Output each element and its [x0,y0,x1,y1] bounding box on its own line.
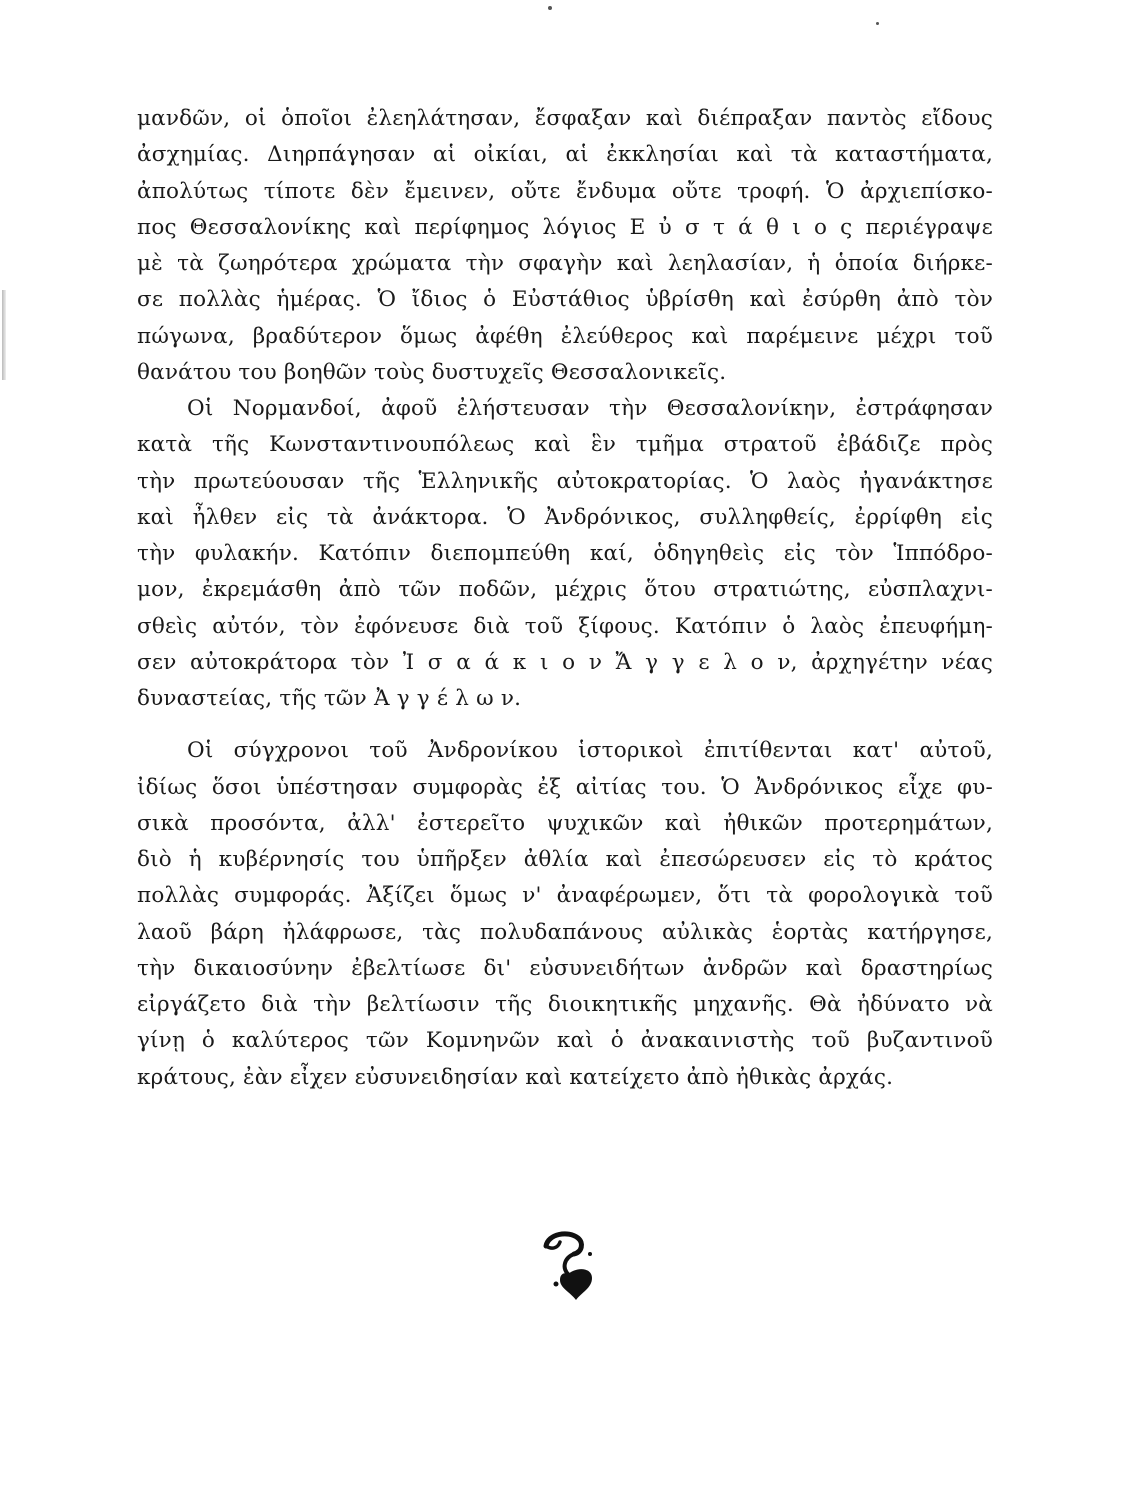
text-line: πολλὰς συμφοράς. Ἀξίζει ὅμως ν' ἀναφέρωμεν, ὅτι τὰ φορολογικὰ τοῦ [137,883,993,909]
fleuron-icon [538,1228,608,1308]
text-line: σθεὶς αὐτόν, τὸν ἐφόνευσε διὰ τοῦ ξίφους. Κατόπιν ὁ λαὸς ἐπευφήμη- [137,613,993,639]
text-line: γίνῃ ὁ καλύτερος τῶν Κομνηνῶν καὶ ὁ ἀνακαινιστὴς τοῦ βυζαντινοῦ [137,1028,993,1054]
scan-edge-mark [2,290,6,380]
text-line: σε πολλὰς ἡμέρας. Ὁ ἴδιος ὁ Εὐστάθιος ὑβρίσθη καὶ ἐσύρθη ἀπὸ τὸν [137,287,993,313]
paragraph-3 [137,733,993,1096]
text-line: Οἱ Νορμανδοί, ἀφοῦ ἐλήστευσαν τὴν Θεσσαλονίκην, ἐστράφησαν [187,396,993,421]
paragraph-2 [137,391,993,717]
text-line: Οἱ σύγχρονοι τοῦ Ἀνδρονίκου ἱστορικοὶ ἐπιτίθενται κατ' αὐτοῦ, [187,738,993,764]
text-line: πώγωνα, βραδύτερον ὅμως ἀφέθη ἐλεύθερος καὶ παρέμεινε μέχρι τοῦ [137,323,993,349]
text-line: εἰργάζετο διὰ τὴν βελτίωσιν τῆς διοικητικῆς μηχανῆς. Θὰ ἠδύνατο νὰ [137,992,993,1017]
text-line: κατὰ τῆς Κωνσταντινουπόλεως καὶ ἓν τμῆμα στρατοῦ ἐβάδιζε πρὸς [137,432,993,458]
fleuron-icon [538,1228,608,1308]
paragraph-1 [137,101,993,391]
text-line: θανάτου του βοηθῶν τοὺς δυστυχεῖς Θεσσαλονικεῖς. [137,359,727,385]
text-line: σεν αὐτοκράτορα τὸν Ἰ σ α ά κ ι ο ν Ἄ γ γ ε λ ο ν, ἀρχηγέτην νέας [137,649,993,675]
text-line: μανδῶν, οἱ ὁποῖοι ἐλεηλάτησαν, ἔσφαξαν καὶ διέπραξαν παντὸς εἴδους [137,106,993,131]
text-line: ἀπολύτως τίποτε δὲν ἔμεινεν, οὔτε ἔνδυμα οὔτε τροφή. Ὁ ἀρχιεπίσκο- [137,178,993,204]
paragraph-gap [137,717,993,733]
scan-speck [548,6,552,10]
text-line: κράτους, ἐὰν εἶχεν εὐσυνειδησίαν καὶ κατείχετο ἀπὸ ἠθικὰς ἀρχάς. [137,1064,894,1090]
text-line: διὸ ἡ κυβέρνησίς του ὑπῆρξεν ἀθλία καὶ ἐπεσώρευσεν εἰς τὸ κράτος [137,847,993,872]
text-line: ἀσχημίας. Διηρπάγησαν αἱ οἰκίαι, αἱ ἐκκλησίαι καὶ τὰ καταστήματα, [137,142,993,168]
text-line: ἰδίως ὅσοι ὑπέστησαν συμφορὰς ἐξ αἰτίας του. Ὁ Ἀνδρόνικος εἶχε φυ- [137,774,993,800]
text-line: μὲ τὰ ζωηρότερα χρώματα τὴν σφαγὴν καὶ λεηλασίαν, ἡ ὁποία διήρκε- [137,251,993,276]
text-line: μον, ἐκρεμάσθη ἀπὸ τῶν ποδῶν, μέχρις ὅτου στρατιώτης, εὐσπλαχνι- [137,577,993,603]
text-line: καὶ ἦλθεν εἰς τὰ ἀνάκτορα. Ὁ Ἀνδρόνικος, συλληφθείς, ἐρρίφθη εἰς [137,504,993,530]
text-line: δυναστείας, τῆς τῶν Ἀ γ γ έ λ ω ν. [137,686,522,711]
scan-speck [876,22,879,25]
body-text [137,101,993,1096]
text-line: πος Θεσσαλονίκης καὶ περίφημος λόγιος Ε ὐ σ τ ά θ ι ο ς περιέγραψε [137,214,993,240]
text-line: τὴν δικαιοσύνην ἐβελτίωσε δι' εὐσυνειδήτων ἀνδρῶν καὶ δραστηρίως [137,955,993,981]
text-line: σικὰ προσόντα, ἀλλ' ἐστερεῖτο ψυχικῶν καὶ ἠθικῶν προτερημάτων, [137,810,993,836]
text-line: τὴν πρωτεύουσαν τῆς Ἑλληνικῆς αὐτοκρατορίας. Ὁ λαὸς ἠγανάκτησε [137,468,993,494]
text-line: τὴν φυλακήν. Κατόπιν διεπομπεύθη καί, ὁδηγηθεὶς εἰς τὸν Ἱππόδρο- [137,541,993,566]
text-line: λαοῦ βάρη ἠλάφρωσε, τὰς πολυδαπάνους αὐλικὰς ἑορτὰς κατήργησε, [137,919,993,945]
